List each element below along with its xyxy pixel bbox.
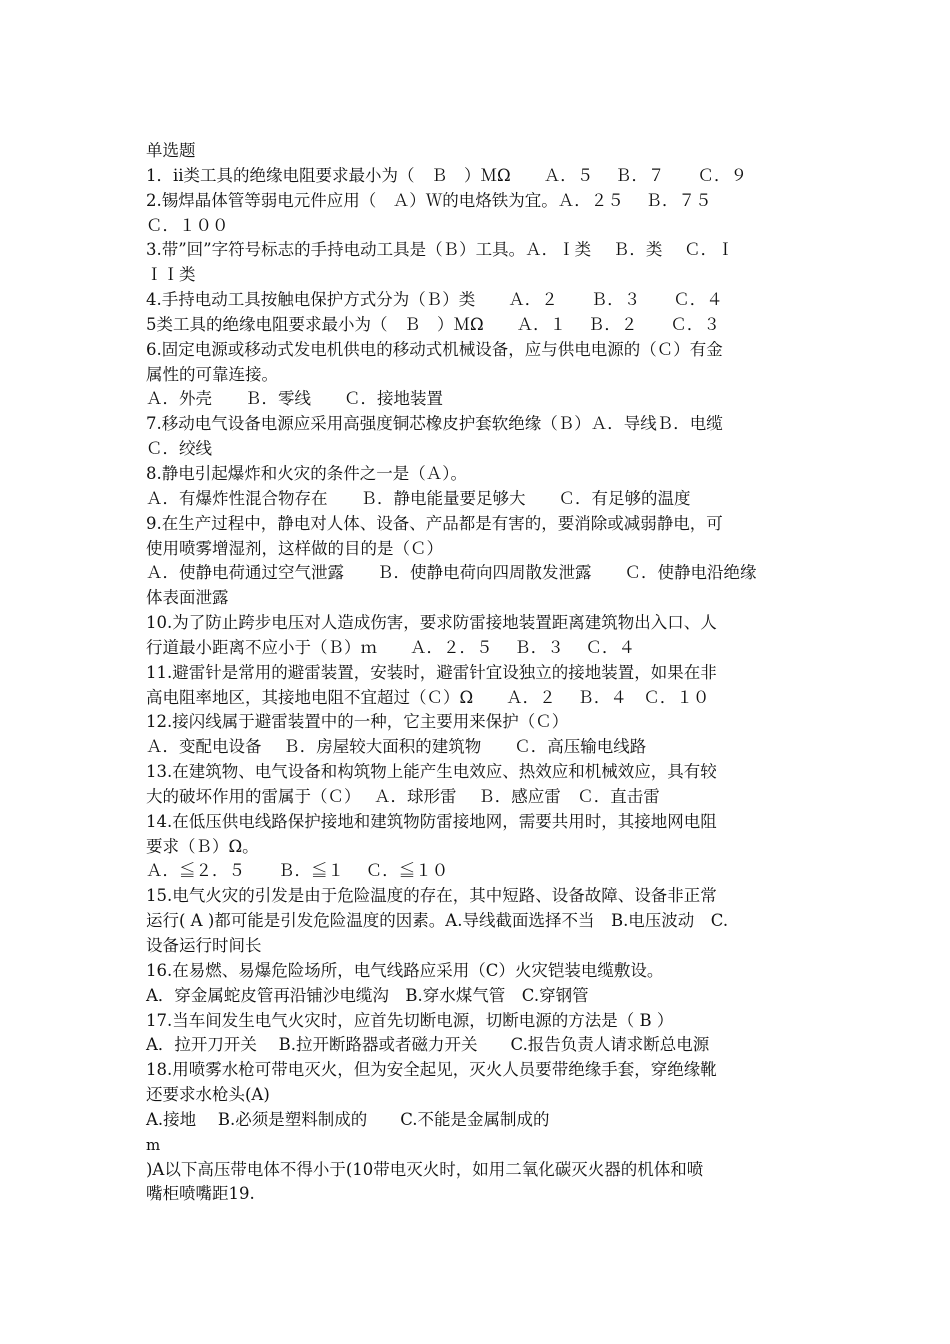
question-line: 18.用喷雾水枪可带电灭火，但为安全起见，灭火人员要带绝缘手套，穿绝缘靴 — [146, 1060, 717, 1080]
question-line: Ａ．外壳 Ｂ．零线 Ｃ．接地装置 — [146, 389, 443, 409]
question-line: 2.锡焊晶体管等弱电元件应用（ Ａ）Ｗ的电烙铁为宜。Ａ．２５ Ｂ．７５ — [146, 190, 712, 210]
question-line: Ａ．有爆炸性混合物存在 Ｂ．静电能量要足够大 Ｃ．有足够的温度 — [146, 488, 691, 508]
question-line: 5类工具的绝缘电阻要求最小为（ Ｂ ）ＭΩ Ａ．１ Ｂ．２ Ｃ．３ — [146, 314, 720, 334]
document-text — [146, 139, 822, 1207]
question-line: 15.电气火灾的引发是由于危险温度的存在，其中短路、设备故障、设备非正常 — [146, 886, 717, 906]
question-line: 行道最小距离不应小于（Ｂ）ｍ Ａ．２．５ Ｂ．３ Ｃ．４ — [146, 637, 635, 657]
question-line: Ａ．变配电设备 Ｂ．房屋较大面积的建筑物 Ｃ．高压输电线路 — [146, 737, 647, 757]
question-line: 3.带”回”字符号标志的手持电动工具是（Ｂ）工具。Ａ．Ｉ类 Ｂ．类 Ｃ．Ｉ — [146, 240, 734, 260]
section-heading: 单选题 — [146, 141, 196, 160]
question-line: Ａ．≦２．５ Ｂ．≦１ Ｃ．≦１０ — [146, 861, 449, 881]
question-line: 使用喷雾增湿剂，这样做的目的是（Ｃ） — [146, 538, 443, 558]
question-line: 14.在低压供电线路保护接地和建筑物防雷接地网，需要共用时，其接地网电阻 — [146, 811, 717, 831]
question-line: 1．ⅱ类工具的绝缘电阻要求最小为（ Ｂ ）ＭΩ Ａ．５ Ｂ．７ Ｃ．９ — [146, 165, 747, 185]
question-line: 16.在易燃、易爆危险场所，电气线路应采用（C）火灾铠装电缆敷设。 — [146, 960, 664, 980]
question-line: 运行( A )都可能是引发危险温度的因素。A.导线截面选择不当 B.电压波动 C. — [146, 911, 729, 931]
question-line: Ｃ．１００ — [146, 215, 229, 235]
question-line: 4.手持电动工具按触电保护方式分为（Ｂ）类 Ａ．２ Ｂ．３ Ｃ．４ — [146, 290, 723, 310]
question-line: 9.在生产过程中，静电对人体、设备、产品都是有害的，要消除或减弱静电，可 — [146, 513, 723, 533]
question-line: 13.在建筑物、电气设备和构筑物上能产生电效应、热效应和机械效应，具有较 — [146, 762, 717, 782]
question-line: Ｃ．绞线 — [146, 439, 212, 459]
question-line: 要求（Ｂ）Ω。 — [146, 836, 259, 856]
question-line: Ａ．使静电荷通过空气泄露 Ｂ．使静电荷向四周散发泄露 Ｃ．使静电沿绝缘 — [146, 563, 757, 583]
question-line: 6.固定电源或移动式发电机供电的移动式机械设备，应与供电电源的（Ｃ）有金 — [146, 339, 723, 359]
question-line: 10.为了防止跨步电压对人造成伤害，要求防雷接地装置距离建筑物出入口、人 — [146, 613, 717, 633]
question-line: 12.接闪线属于避雷装置中的一种，它主要用来保护（Ｃ） — [146, 712, 569, 732]
question-line: 高电阻率地区，其接地电阻不宜超过（Ｃ）Ω Ａ．２ Ｂ．４ Ｃ．１０ — [146, 687, 710, 707]
question-line: 属性的可靠连接。 — [146, 364, 278, 384]
question-line: 11.避雷针是常用的避雷装置，安装时，避雷针宜设独立的接地装置，如果在非 — [146, 662, 717, 682]
question-line: A．穿金属蛇皮管再沿铺沙电缆沟 B.穿水煤气管 C.穿钢管 — [146, 985, 589, 1005]
question-line: 7.移动电气设备电源应采用高强度铜芯橡皮护套软绝缘（Ｂ）Ａ．导线Ｂ．电缆 — [146, 414, 723, 434]
question-line: 体表面泄露 — [146, 588, 229, 608]
question-line: A.接地 B.必须是塑料制成的 C.不能是金属制成的 — [146, 1109, 550, 1129]
question-line: 8.静电引起爆炸和火灾的条件之一是（Ａ）。 — [146, 463, 467, 483]
question-line: 嘴柜喷嘴距19. — [146, 1184, 255, 1204]
unit-fragment: m — [146, 1135, 161, 1154]
question-line: 还要求水枪头(A) — [146, 1085, 270, 1105]
question-line: A．拉开刀开关 B.拉开断路器或者磁力开关 C.报告负责人请求断总电源 — [146, 1035, 710, 1055]
question-line: ＩＩ类 — [146, 265, 196, 285]
question-line: 17.当车间发生电气火灾时，应首先切断电源，切断电源的方法是（ B ） — [146, 1010, 674, 1030]
question-line: )A以下高压带电体不得小于(10带电灭火时，如用二氧化碳灭火器的机体和喷 — [146, 1159, 704, 1179]
question-line: 大的破坏作用的雷属于（Ｃ） Ａ．球形雷 Ｂ．感应雷 Ｃ．直击雷 — [146, 786, 660, 806]
question-line: 设备运行时间长 — [146, 936, 262, 955]
